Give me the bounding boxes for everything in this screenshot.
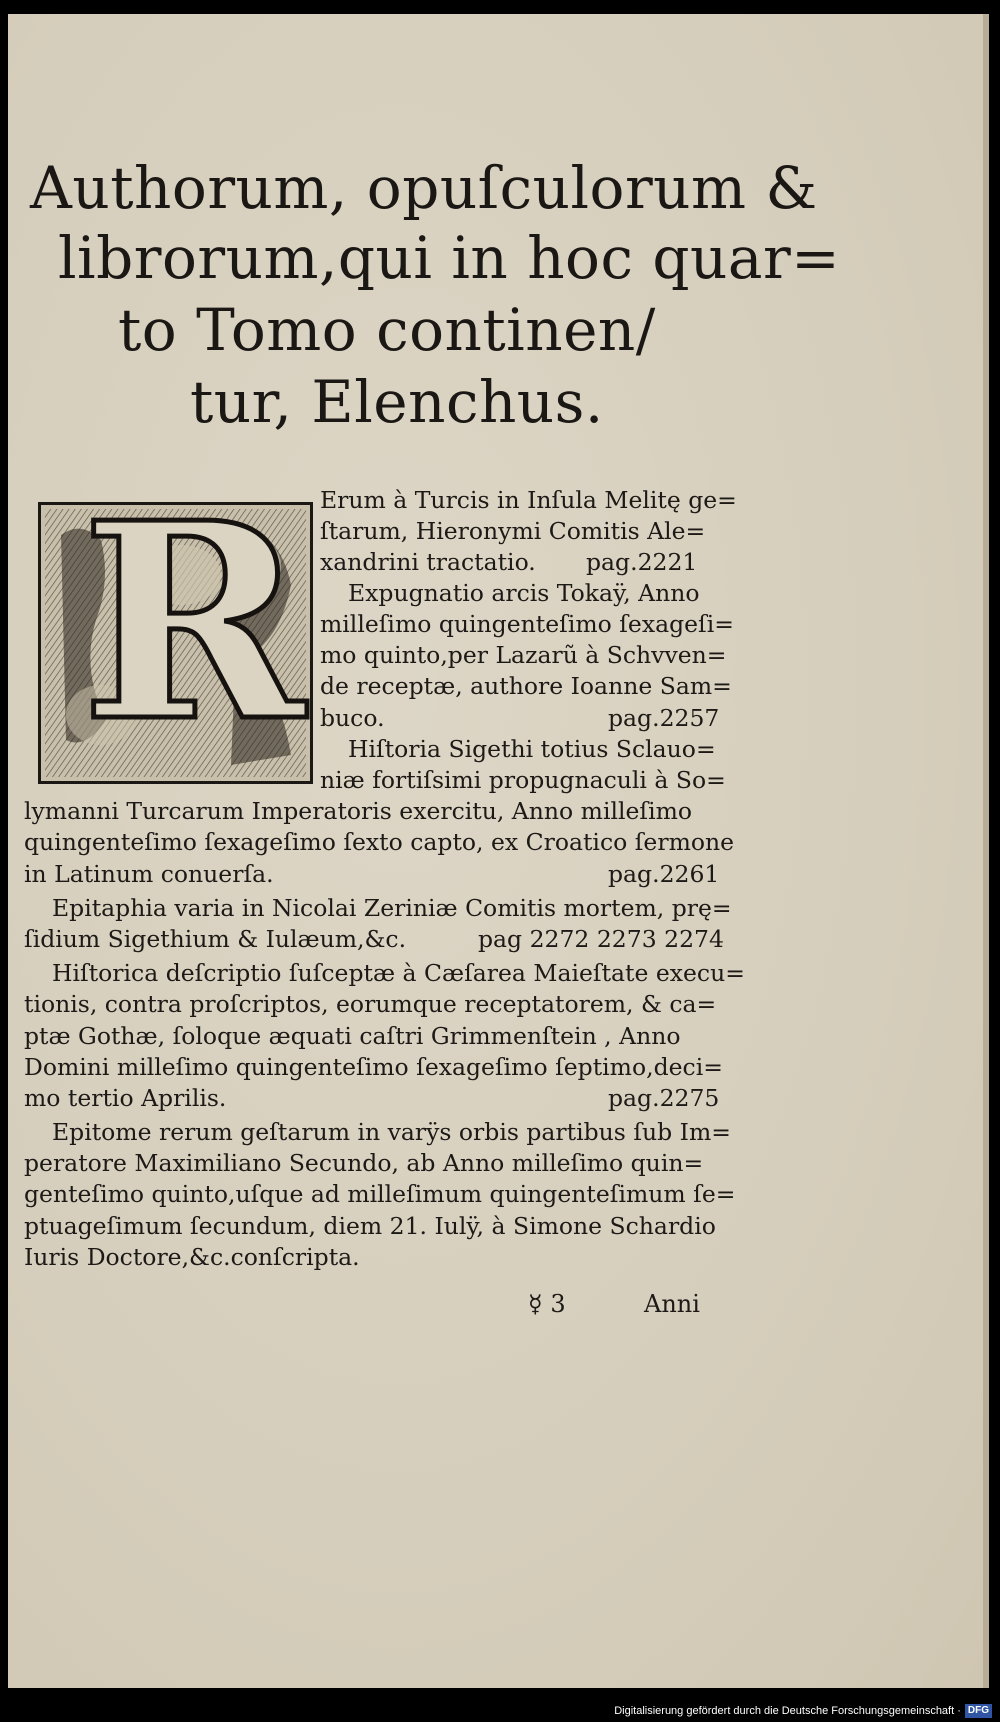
signature-mark: ☿ 3 [528,1290,566,1318]
catchword: Anni [644,1290,700,1318]
entry-line: Hiſtoria Sigethi totius Sclauo= [348,735,716,763]
title-line-3: to Tomo continen/ [118,296,656,364]
digitization-credit [614,1700,992,1722]
entry-line: mo tertio Aprilis. [24,1084,227,1112]
entry-line: Epitome rerum geſtarum in varÿs orbis partibus ſub Im= [52,1118,731,1146]
entry-line: lymanni Turcarum Imperatoris exercitu, Anno milleſimo [24,797,693,825]
decorated-initial [38,463,313,784]
entry-line: Hiſtorica deſcriptio ſuſceptæ à Cæſarea Maieſtate execu= [52,959,745,987]
entry-line: buco. [320,704,385,732]
entry-line: Erum à Turcis in Inſula Melitę ge= [320,486,737,514]
page-reference: pag 2272 2273 2274 [478,925,724,953]
credit-text: Digitalisierung gefördert durch die Deutsche Forschungsgemeinschaft · [614,1705,961,1717]
entry-line: Domini milleſimo quingenteſimo ſexageſimo ſeptimo,deci= [24,1053,723,1081]
title-line-2: librorum,qui in hoc quar= [58,224,841,292]
entry-line: ſtarum, Hieronymi Comitis Ale= [320,517,706,545]
entry-line: Iuris Doctore,&c.conſcripta. [24,1243,360,1271]
page-reference: pag.2221 [586,548,698,576]
dfg-logo-icon: DFG [965,1704,992,1718]
entry-line: milleſimo quingenteſimo ſexageſi= [320,610,734,638]
entry-line: ptæ Gothæ, ſoloque æquati caſtri Grimmenſtein , Anno [24,1022,681,1050]
page-reference: pag.2275 [608,1084,720,1112]
title-line-4: tur, Elenchus. [190,368,604,436]
entry-line: ptuageſimum ſecundum, diem 21. Iulÿ, à Simone Schardio [24,1212,716,1240]
entry-line: Expugnatio arcis Tokaÿ, Anno [348,579,700,607]
title-line-1: Authorum, opuſculorum & [30,154,818,222]
entry-line: in Latinum conuerſa. [24,860,274,888]
entry-line: xandrini tractatio. [320,548,536,576]
page-reference: pag.2261 [608,860,720,888]
initial-letter: R [81,463,306,781]
entry-line: mo quinto,per Lazarũ à Schvven= [320,641,727,669]
entry-line: Epitaphia varia in Nicolai Zeriniæ Comitis mortem, prę= [52,894,732,922]
page-reference: pag.2257 [608,704,720,732]
entry-line: peratore Maximiliano Secundo, ab Anno milleſimo quin= [24,1149,704,1177]
entry-line: genteſimo quinto,uſque ad milleſimum quingenteſimum ſe= [24,1180,736,1208]
entry-line: de receptæ, authore Ioanne Sam= [320,672,732,700]
entry-line: tionis, contra proſcriptos, eorumque receptatorem, & ca= [24,990,717,1018]
entry-line: ſidium Sigethium & Iulæum,&c. [24,925,407,953]
entry-line: quingenteſimo ſexageſimo ſexto capto, ex Croatico ſermone [24,828,735,856]
entry-line: niæ fortiſsimi propugnaculi à So= [320,766,726,794]
paper-sheet [8,14,989,1688]
